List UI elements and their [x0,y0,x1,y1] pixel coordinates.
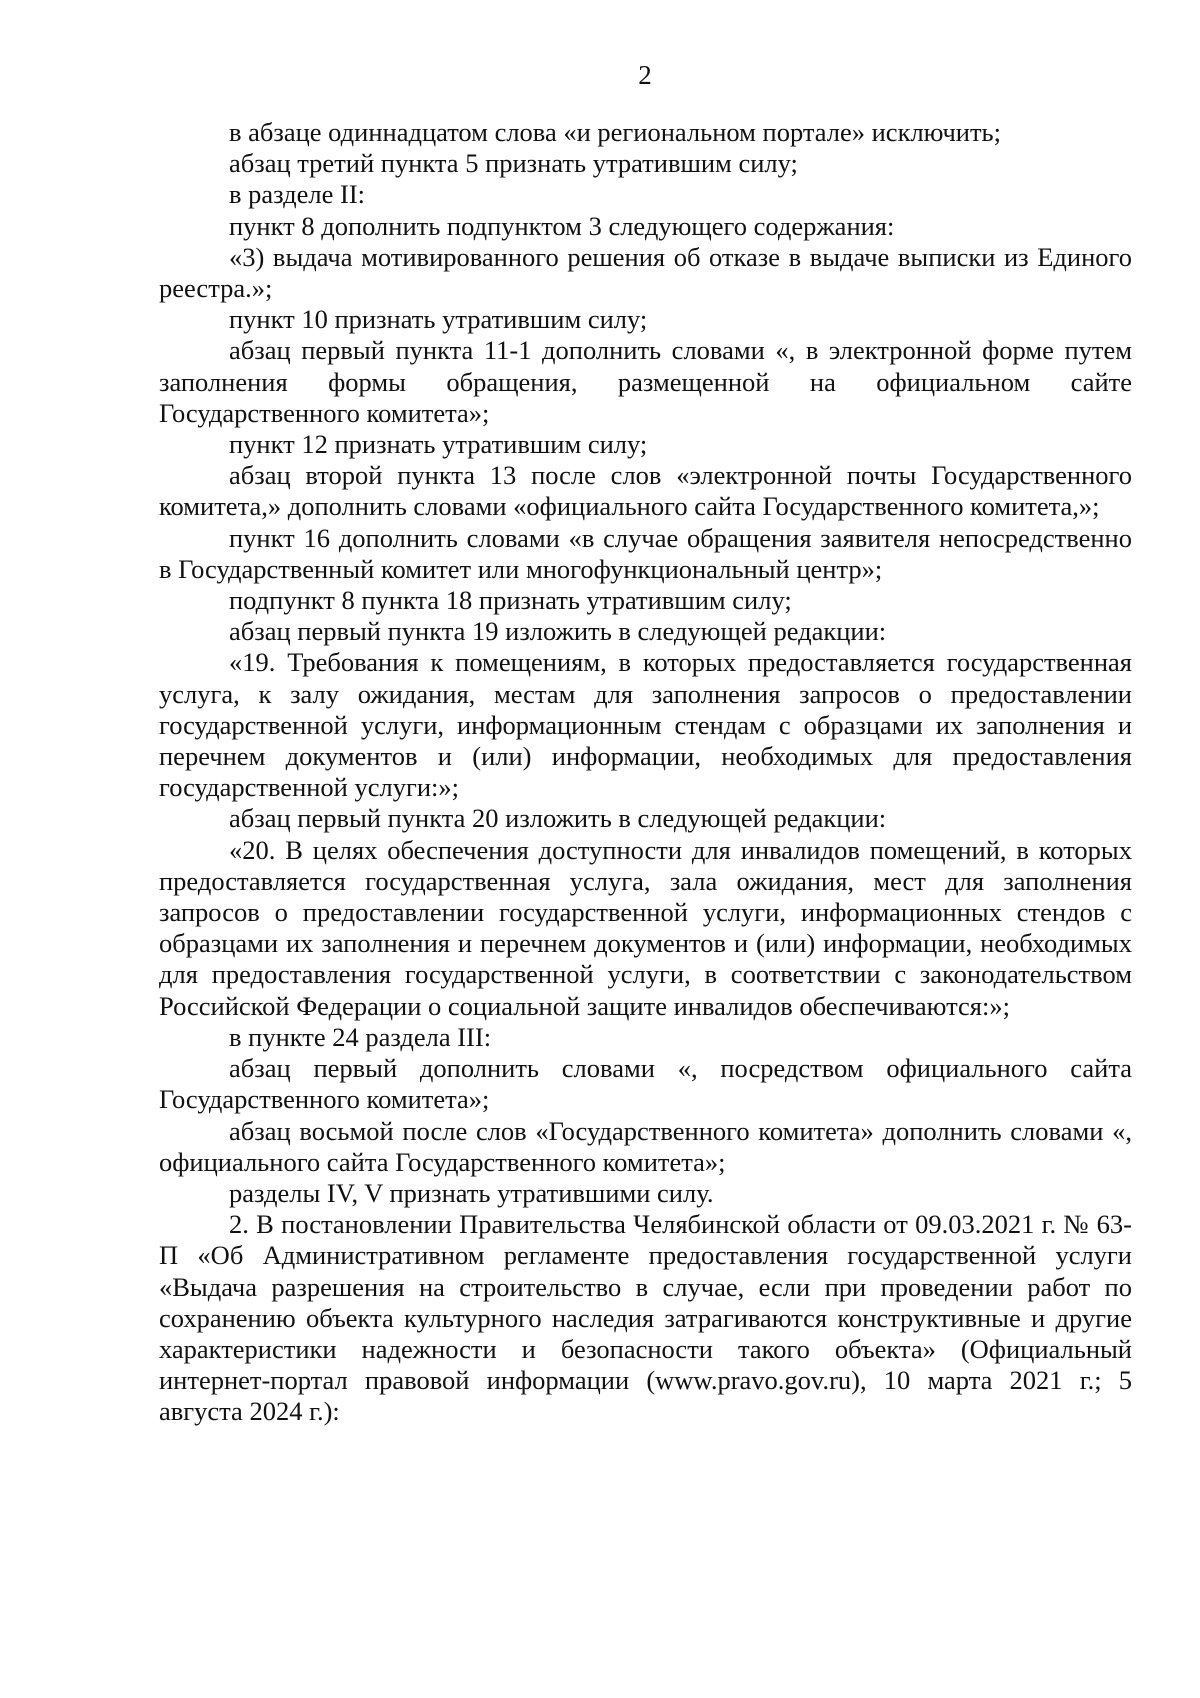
paragraph-20: 2. В постановлении Правительства Челябинской области от 09.03.2021 г. № 63-П «Об Административном регламенте предоставления государственной услуги «Выдача разрешения на строительство в случае, если при проведении работ по сохранению объекта культурного наследия затрагиваются конструктивные и другие характеристики надежности и безопасности такого объекта» (Официальный интернет-портал правовой информации (www.pravo.gov.ru), 10 марта 2021 г.; 5 августа 2024 г.): [159,1209,1132,1427]
paragraph-16: в пункте 24 раздела III: [229,1021,492,1052]
paragraph-7: абзац первый пункта 11-1 дополнить словами «, в электронной форме путем заполнения формы обращения, размещенной на официальном сайте Государственного комитета»; [159,335,1132,428]
paragraph-18: абзац восьмой после слов «Государственного комитета» дополнить словами «, официального сайта Государственного комитета»; [159,1115,1132,1177]
paragraph-15: «20. В целях обеспечения доступности для инвалидов помещений, в которых предоставляется государственная услуга, зала ожидания, мест для заполнения запросов о предоставлении государственной услуги, информационных стендов с образцами их заполнения и перечнем документов и (или) информации, необходимых для предоставления государственной услуги, в соответствии с законодательством Российской Федерации о социальной защите инвалидов обеспечиваются:»; [159,834,1132,1021]
paragraph-5: «3) выдача мотивированного решения об отказе в выдаче выписки из Единого реестра.»; [159,241,1132,304]
paragraph-13: «19. Требования к помещениям, в которых предоставляется государственная услуга, к залу ожидания, местам для заполнения запросов о предоставлении государственной услуги, информационным стендам с образцами их заполнения и перечнем документов и (или) информации, необходимых для предоставления государственной услуги:»; [159,647,1132,803]
paragraph-6: пункт 10 признать утратившим силу; [229,304,648,335]
paragraph-11: подпункт 8 пункта 18 признать утратившим силу; [229,585,792,616]
paragraph-19: разделы IV, V признать утратившими силу. [229,1177,714,1208]
paragraph-10: пункт 16 дополнить словами «в случае обращения заявителя непосредственно в Государственный комитет или многофункциональный центр»; [159,522,1132,584]
paragraph-9: абзац второй пункта 13 после слов «электронной почты Государственного комитета,» дополнить словами «официального сайта Государственного комитета,»; [159,460,1132,522]
page-number: 2 [638,60,652,90]
paragraph-12: абзац первый пункта 19 изложить в следующей редакции: [229,616,887,647]
paragraph-4: пункт 8 дополнить подпунктом 3 следующего содержания: [229,210,895,241]
paragraph-1: в абзаце одиннадцатом слова «и региональном портале» исключить; [229,117,1001,147]
paragraph-2: абзац третий пункта 5 признать утратившим силу; [229,148,798,179]
paragraph-8: пункт 12 признать утратившим силу; [229,429,648,460]
document-body [159,117,1132,1428]
paragraph-14: абзац первый пункта 20 изложить в следующей редакции: [229,803,887,834]
paragraph-3: в разделе II: [229,179,366,210]
paragraph-17: абзац первый дополнить словами «, посредством официального сайта Государственного комитета»; [159,1053,1132,1115]
